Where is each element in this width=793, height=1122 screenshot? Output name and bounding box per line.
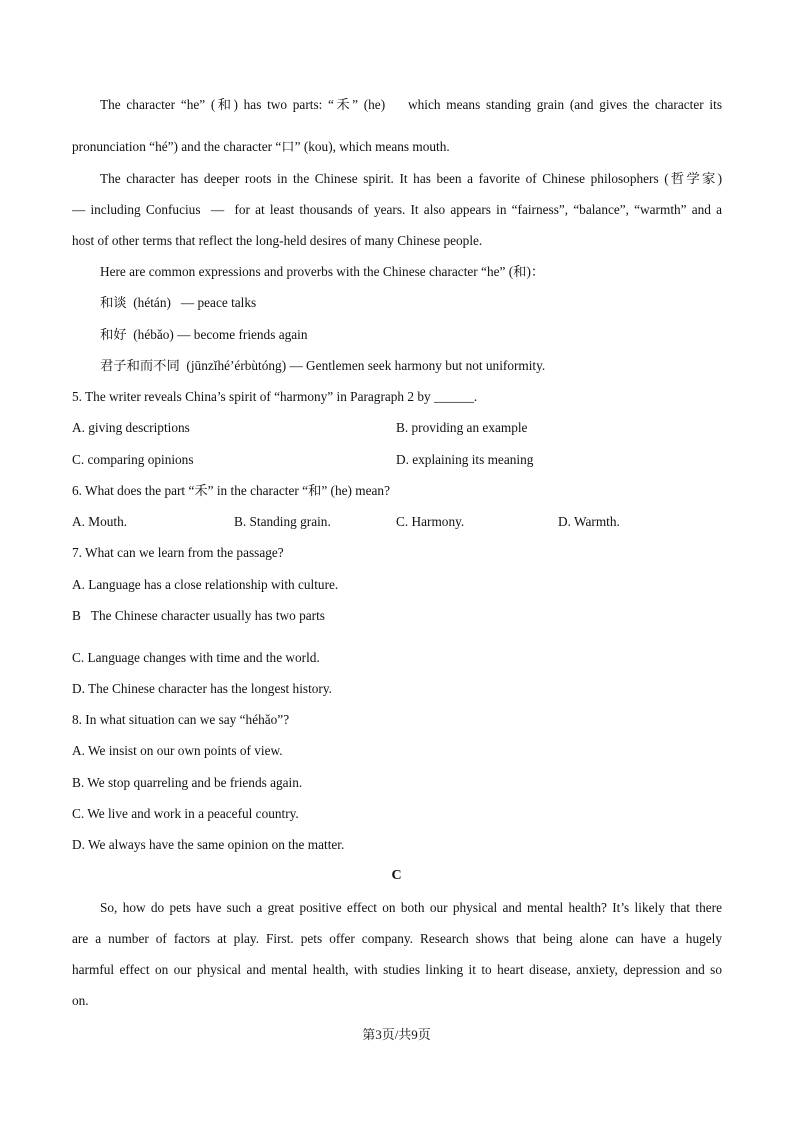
question-5-option-c: C. comparing opinions — [72, 452, 194, 467]
question-6-option-b: B. Standing grain. — [234, 514, 331, 529]
expression-hetan: 和谈 (hétán) — peace talks — [100, 295, 257, 310]
question-8-option-d: D. We always have the same opinion on the matter. — [72, 837, 345, 852]
passage-b-p2-line2: — including Confucius — for at least thousands of years. It also appears in “fairness”, “balance”, “warmth” and a — [72, 202, 722, 217]
question-7-option-b: B The Chinese character usually has two parts — [72, 608, 325, 623]
question-8-option-a: A. We insist on our own points of view. — [72, 743, 283, 758]
passage-b-p2-line1: The character has deeper roots in the Chinese spirit. It has been a favorite of Chinese philosophers (哲学家) — [100, 171, 722, 186]
question-8-stem: 8. In what situation can we say “héhǎo”? — [72, 712, 290, 727]
page-number: 第3页/共9页 — [362, 1027, 431, 1042]
expression-hebao: 和好 (hébǎo) — become friends again — [100, 327, 308, 342]
question-7-option-c: C. Language changes with time and the world. — [72, 650, 320, 665]
passage-b-p2-line3: host of other terms that reflect the long-held desires of many Chinese people. — [72, 233, 483, 248]
question-6-option-a: A. Mouth. — [72, 514, 128, 529]
question-6-option-c: C. Harmony. — [396, 514, 465, 529]
section-heading-c: C — [391, 868, 402, 883]
passage-c-line1: So, how do pets have such a great positive effect on both our physical and mental health? It’s likely that there — [100, 900, 722, 915]
question-5-option-d: D. explaining its meaning — [396, 452, 534, 467]
passage-c-line2: are a number of factors at play. First. pets offer company. Research shows that being alone can have a hugely — [72, 931, 722, 946]
passage-c-line4: on. — [72, 993, 89, 1008]
passage-b-p1-line2: pronunciation “hé”) and the character “口” (kou), which means mouth. — [72, 139, 450, 154]
expression-junzi: 君子和而不同 (jūnzǐhé’érbùtóng) — Gentlemen seek harmony but not uniformity. — [100, 358, 546, 373]
question-5-option-b: B. providing an example — [396, 420, 528, 435]
question-6-stem: 6. What does the part “禾” in the character “和” (he) mean? — [72, 483, 390, 498]
question-5-option-a: A. giving descriptions — [72, 420, 190, 435]
passage-b-p3: Here are common expressions and proverbs with the Chinese character “he” (和)： — [100, 264, 545, 279]
question-7-option-d: D. The Chinese character has the longest history. — [72, 681, 332, 696]
question-8-option-b: B. We stop quarreling and be friends again. — [72, 775, 303, 790]
question-5-stem: 5. The writer reveals China’s spirit of “harmony” in Paragraph 2 by ______. — [72, 389, 478, 404]
passage-b-p1-line1: The character “he” (和) has two parts: “禾” (he) which means standing grain (and gives the character its — [100, 97, 722, 112]
question-8-option-c: C. We live and work in a peaceful country. — [72, 806, 299, 821]
question-7-option-a: A. Language has a close relationship with culture. — [72, 577, 339, 592]
passage-c-line3: harmful effect on our physical and mental health, with studies linking it to heart disease, anxiety, depression and so — [72, 962, 722, 977]
question-7-stem: 7. What can we learn from the passage? — [72, 545, 284, 560]
question-6-option-d: D. Warmth. — [558, 514, 620, 529]
